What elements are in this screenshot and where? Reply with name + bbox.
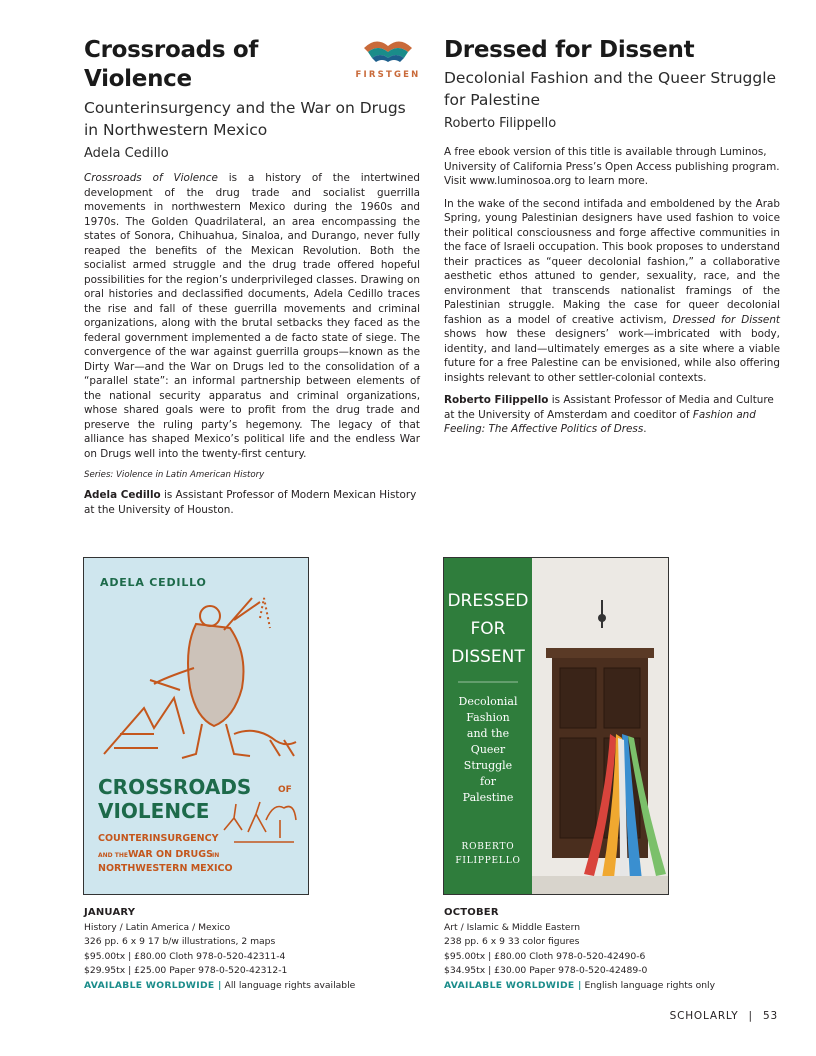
bio-name: Roberto Filippello xyxy=(444,394,549,406)
cover-title-line2: VIOLENCE xyxy=(98,799,210,823)
cover-sub1: COUNTERINSURGENCY xyxy=(98,833,219,844)
release-month: OCTOBER xyxy=(444,907,499,918)
series-note: Series: Violence in Latin American History xyxy=(84,470,265,480)
availability xyxy=(444,979,774,994)
cover-title-line1: CROSSROADS xyxy=(98,775,252,799)
book-subtitle: Counterinsurgency and the War on Drugs in Northwestern Mexico xyxy=(84,99,406,139)
description-text-b: shows how these designers’ work—imbricated with body, identity, and land—ultimately emerges as a site where a viable future for a free Palestine can be envisioned, while also offering insights relevant to other settler-colonial contexts. xyxy=(444,328,780,384)
open-access-note: A free ebook version of this title is available through Luminos, University of California Press’s Open Access publishing program. Visit www.luminosoa.org to learn more. xyxy=(444,146,780,187)
page-number: 53 xyxy=(763,1010,778,1022)
book-cover-dressed xyxy=(444,558,668,894)
category: Art / Islamic & Middle Eastern xyxy=(444,921,581,933)
cover-sub2-small1: AND THE xyxy=(98,852,128,859)
book-meta-dressed xyxy=(444,906,774,994)
firstgen-wordmark: FIRSTGEN xyxy=(355,70,421,80)
book-author: Roberto Filippello xyxy=(444,116,557,131)
cover-sub2: Fashion xyxy=(466,711,510,724)
cover-sub2-small2: IN xyxy=(212,852,220,859)
book-meta-crossroads xyxy=(84,906,414,994)
cover-title-of: OF xyxy=(278,785,292,795)
specs: 238 pp. 6 x 9 33 color figures xyxy=(444,936,580,948)
rights-text: English language rights only xyxy=(581,979,716,991)
cover-art xyxy=(84,558,308,894)
book-description xyxy=(444,197,780,386)
cover-author1: ROBERTO xyxy=(461,842,515,852)
author-bio xyxy=(84,488,420,517)
author-bio xyxy=(444,393,780,437)
book-description xyxy=(84,171,420,461)
cloth-price: $95.00tx | £80.00 Cloth 978-0-520-42490-6 xyxy=(444,950,646,962)
cover-sub3: NORTHWESTERN MEXICO xyxy=(98,863,233,874)
availability xyxy=(84,979,414,994)
cover-sub1: Decolonial xyxy=(458,695,518,708)
cover-sub3: and the xyxy=(466,727,510,740)
book-cover-crossroads xyxy=(84,558,308,894)
book-subtitle: Decolonial Fashion and the Queer Struggle for Palestine xyxy=(444,69,777,109)
book-bird-icon xyxy=(352,34,424,68)
cover-sub5: Struggle xyxy=(463,759,513,772)
cover-author: ADELA CEDILLO xyxy=(100,576,207,589)
book-entry-crossroads xyxy=(84,36,420,517)
paper-price: $29.95tx | £25.00 Paper 978-0-520-42312-1 xyxy=(84,965,288,977)
page-footer xyxy=(670,1010,778,1022)
bio-end: . xyxy=(643,423,647,435)
description-title-italic: Crossroads of Violence xyxy=(84,172,218,184)
firstgen-logo xyxy=(352,34,424,80)
cover-title-line1: DRESSED xyxy=(447,591,529,611)
description-text: is a history of the intertwined development of the drug trade and socialist guerrilla movements in northwestern Mexico during the 1960s and 1970s. The Golden Quadrilateral, an area encompassing the states of Sonora, Chihuahua, Sinaloa, and Durango, never fully reaped the benefits of the Mexican Revolution. Both the socialist armed struggle and the drug trade offered hopeful possibilities for the region’s underprivileged classes. Drawing on oral histories and declassified documents, Adela Cedillo traces the rise and fall of these guerrilla movements and criminal organizations, along with the brutal setbacks they faced as the federal government implemented a de facto state of siege. The convergence of the war against guerrilla groups—known as the Dirty War—and the War on Drugs led to the consolidation of a “parallel state”: an informal partnership between elements of the national security apparatus and criminal organizations, whose shared goals were to profit from the drug trade and preserve the ruling party’s hegemony. The legacy of that alliance has shaped Mexico’s political life and the endless War on Drugs well into the twenty-first century. xyxy=(84,172,420,460)
bio-text: is Assistant Professor of Media and Culture at the University of Amsterdam and coeditor of xyxy=(444,394,774,421)
cover-title-line2: FOR xyxy=(470,619,506,639)
availability-label: AVAILABLE WORLDWIDE | xyxy=(84,979,222,991)
book-author: Adela Cedillo xyxy=(84,146,169,161)
cloth-price: $95.00tx | £80.00 Cloth 978-0-520-42311-4 xyxy=(84,950,286,962)
cover-art xyxy=(444,558,668,894)
description-text-a: In the wake of the second intifada and emboldened by the Arab Spring, young Palestinian designers have used fashion to voice their political consciousness and forge affective communities in the face of Israeli occupation. This book proposes to understand their practices as “queer decolonial fashion,” a collaborative aesthetic ethos attuned to gender, sexuality, race, and the environment that transcends nationalist framings of the Palestinian struggle. Making the case for queer decolonial fashion as a model of creative activism, xyxy=(444,197,780,326)
cover-sub2-big: WAR ON DRUGS xyxy=(128,849,213,860)
description-title-italic: Dressed for Dissent xyxy=(672,313,780,326)
specs: 326 pp. 6 x 9 17 b/w illustrations, 2 maps xyxy=(84,936,276,948)
availability-label: AVAILABLE WORLDWIDE | xyxy=(444,979,582,991)
section-name: SCHOLARLY xyxy=(669,1010,739,1022)
cover-sub4: Queer xyxy=(470,743,506,756)
book-title: Dressed for Dissent xyxy=(444,37,695,63)
book-title: Crossroads of Violence xyxy=(84,37,259,92)
release-month: JANUARY xyxy=(84,907,136,918)
book-entry-dressed xyxy=(444,36,780,437)
category: History / Latin America / Mexico xyxy=(84,921,231,933)
bio-text: is Assistant Professor of Modern Mexican History at the University of Houston. xyxy=(84,489,417,516)
cover-sub6: for xyxy=(480,775,496,788)
bio-book-italic: Fashion and Feeling: The Affective Politics of Dress xyxy=(444,408,756,435)
bio-name: Adela Cedillo xyxy=(84,489,161,501)
cover-author2: FILIPPELLO xyxy=(455,856,521,866)
paper-price: $34.95tx | £30.00 Paper 978-0-520-42489-0 xyxy=(444,965,648,977)
rights-text: All language rights available xyxy=(221,979,356,991)
footer-separator: | xyxy=(748,1010,753,1022)
cover-title-line3: DISSENT xyxy=(451,647,525,667)
cover-sub7: Palestine xyxy=(462,791,514,804)
